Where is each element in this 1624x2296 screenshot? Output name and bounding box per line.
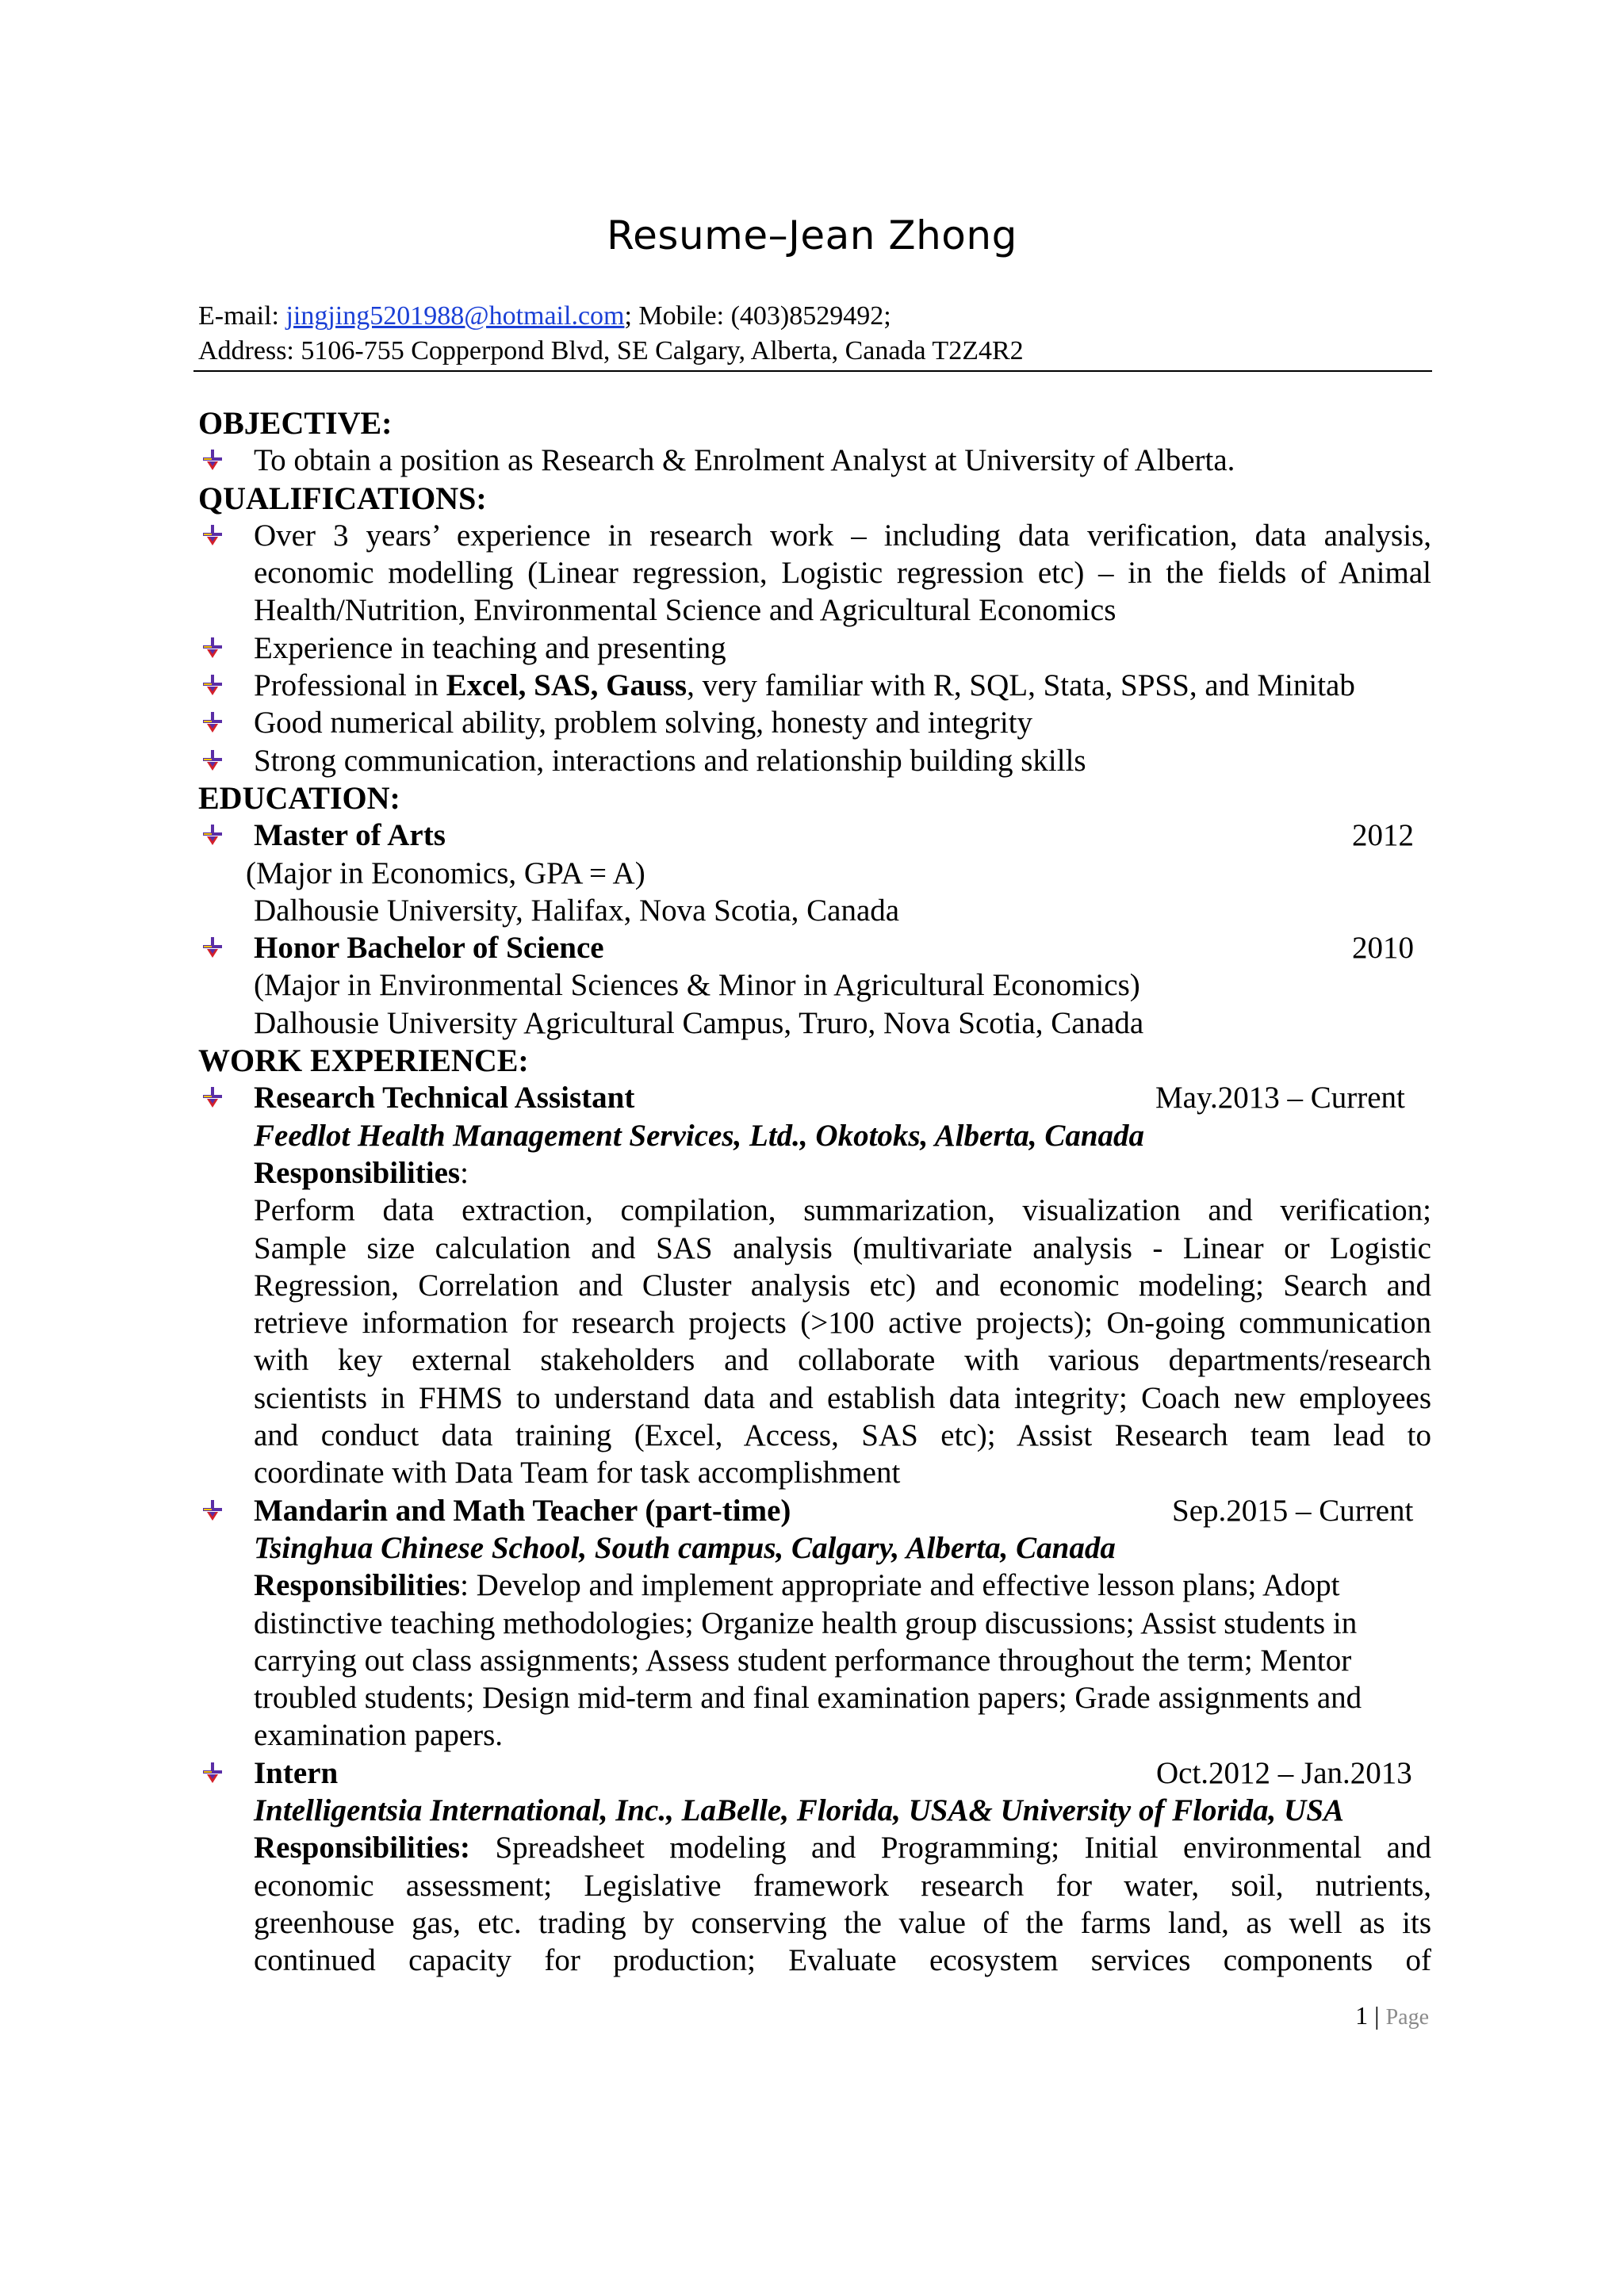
page-title: Resume–Jean Zhong (607, 212, 1017, 258)
qualification-item-5 (198, 742, 1431, 779)
qualification-item-1 (198, 517, 1431, 554)
degree-title: Master of Arts (254, 818, 446, 853)
section-heading-education: EDUCATION: (198, 779, 400, 816)
degree-major: (Major in Economics, GPA = A) (246, 855, 645, 890)
education-item-1 (198, 817, 1431, 854)
qualification-line: Health/Nutrition, Environmental Science and Agricultural Economics (254, 593, 1116, 628)
qualification-text: Experience in teaching and presenting (254, 630, 726, 665)
job-responsibilities-line: continued capacity for production; Evaluate ecosystem services components of (254, 1943, 1431, 1978)
job-item-3 (198, 1755, 1431, 1792)
job-responsibilities-line: economic assessment; Legislative framework research for water, soil, nutrients, (254, 1868, 1431, 1903)
section-heading-work-experience: WORK EXPERIENCE: (198, 1043, 529, 1079)
job-responsibilities-line: Perform data extraction, compilation, summarization, visualization and verification; (254, 1193, 1431, 1228)
arrow-bullet-icon (200, 748, 225, 774)
arrow-bullet-icon (200, 710, 225, 736)
arrow-bullet-icon (200, 523, 225, 549)
header-divider (193, 370, 1432, 372)
arrow-bullet-icon (200, 1085, 225, 1111)
responsibilities-colon: : (460, 1155, 469, 1190)
resume-body (198, 404, 1431, 1979)
arrow-bullet-icon (200, 673, 225, 698)
degree-school: Dalhousie University Agricultural Campus, Truro, Nova Scotia, Canada (254, 1005, 1144, 1040)
qualification-text: Over 3 years’ experience in research work – including data verification, data analysis, (254, 518, 1431, 553)
email-label: E-mail: (198, 301, 286, 331)
responsibilities-text: : Develop and implement appropriate and effective lesson plans; Adopt (460, 1568, 1340, 1603)
responsibilities-label: Responsibilities (254, 1568, 461, 1603)
page-number: 1 (1355, 2001, 1369, 2030)
job-title: Mandarin and Math Teacher (part-time) (254, 1493, 791, 1528)
qualification-item-2 (198, 629, 1431, 667)
job-title: Intern (254, 1755, 339, 1790)
job-responsibilities-first-line (198, 1567, 1431, 1604)
job-responsibilities-line: and conduct data training (Excel, Access, SAS etc); Assist Research team lead to (254, 1418, 1431, 1453)
job-responsibilities-line: troubled students; Design mid-term and final examination papers; Grade assignments and (254, 1681, 1362, 1716)
qualification-text: Professional in (254, 668, 446, 703)
degree-major: (Major in Environmental Sciences & Minor in Agricultural Economics) (254, 968, 1140, 1003)
job-organization: Feedlot Health Management Services, Ltd., Okotoks, Alberta, Canada (254, 1118, 1145, 1153)
qualification-item-4 (198, 704, 1431, 741)
job-dates: Sep.2015 – Current (1172, 1493, 1414, 1528)
job-responsibilities-line: retrieve information for research projects (>100 active projects); On-going communication (254, 1306, 1431, 1341)
job-organization: Intelligentsia International, Inc., LaBelle, Florida, USA& University of Florida, USA (254, 1793, 1344, 1827)
arrow-bullet-icon (200, 936, 225, 961)
section-heading-qualifications: QUALIFICATIONS: (198, 480, 487, 516)
qualification-text: Good numerical ability, problem solving, honesty and integrity (254, 706, 1033, 740)
page-label: Page (1385, 2005, 1429, 2030)
job-title: Research Technical Assistant (254, 1081, 635, 1115)
degree-school: Dalhousie University, Halifax, Nova Scotia, Canada (254, 893, 900, 928)
email-link[interactable]: jingjing5201988@hotmail.com (285, 301, 625, 331)
degree-year: 2012 (1352, 818, 1414, 853)
responsibilities-label: Responsibilities: (254, 1831, 471, 1866)
job-item-1 (198, 1079, 1431, 1116)
job-item-2 (198, 1492, 1431, 1529)
arrow-bullet-icon (200, 1761, 225, 1786)
section-heading-objective: OBJECTIVE: (198, 405, 393, 441)
job-responsibilities-first-line (198, 1829, 1431, 1866)
job-responsibilities-line: coordinate with Data Team for task accomplishment (254, 1456, 901, 1490)
contact-line-email (198, 298, 891, 335)
qualification-line: economic modelling (Linear regression, Logistic regression etc) – in the fields of Animal (254, 556, 1431, 591)
job-responsibilities-line: carrying out class assignments; Assess student performance throughout the term; Mentor (254, 1643, 1352, 1678)
job-responsibilities-line: scientists in FHMS to understand data and establish data integrity; Coach new employees (254, 1380, 1431, 1415)
arrow-bullet-icon (200, 1498, 225, 1524)
job-responsibilities-label (198, 1154, 1431, 1192)
page-separator: | (1368, 2001, 1386, 2030)
job-responsibilities-line: examination papers. (254, 1718, 504, 1753)
qualification-item-3 (198, 667, 1431, 704)
qualification-text: , very familiar with R, SQL, Stata, SPSS, and Minitab (687, 668, 1355, 703)
education-item-2 (198, 929, 1431, 966)
qualification-skills-bold: Excel, SAS, Gauss (446, 668, 688, 703)
arrow-bullet-icon (200, 636, 225, 661)
job-dates: May.2013 – Current (1155, 1081, 1405, 1115)
job-responsibilities-line: with key external stakeholders and collaborate with various departments/research (254, 1343, 1431, 1378)
job-dates: Oct.2012 – Jan.2013 (1156, 1755, 1412, 1790)
job-responsibilities-line: Regression, Correlation and Cluster analysis etc) and economic modeling; Search and (254, 1268, 1431, 1303)
objective-text: To obtain a position as Research & Enrolment Analyst at University of Alberta. (254, 443, 1235, 478)
job-organization: Tsinghua Chinese School, South campus, Calgary, Alberta, Canada (254, 1530, 1116, 1565)
arrow-bullet-icon (200, 823, 225, 848)
job-responsibilities-line: Sample size calculation and SAS analysis (multivariate analysis - Linear or Logistic (254, 1230, 1431, 1265)
job-responsibilities-line: distinctive teaching methodologies; Organize health group discussions; Assist students in (254, 1605, 1358, 1640)
degree-year: 2010 (1352, 931, 1414, 966)
responsibilities-text: Spreadsheet modeling and Programming; Initial environmental and (470, 1831, 1431, 1866)
job-responsibilities-line: greenhouse gas, etc. trading by conserving the value of the farms land, as well as its (254, 1905, 1431, 1940)
objective-item (198, 442, 1431, 479)
responsibilities-label: Responsibilities (254, 1155, 461, 1190)
qualification-text: Strong communication, interactions and relationship building skills (254, 743, 1086, 778)
mobile-text: ; Mobile: (403)8529492; (624, 301, 891, 331)
page-footer (1355, 2001, 1429, 2030)
arrow-bullet-icon (200, 448, 225, 473)
contact-line-address: Address: 5106-755 Copperpond Blvd, SE Calgary, Alberta, Canada T2Z4R2 (198, 336, 1024, 365)
degree-title: Honor Bachelor of Science (254, 931, 604, 966)
